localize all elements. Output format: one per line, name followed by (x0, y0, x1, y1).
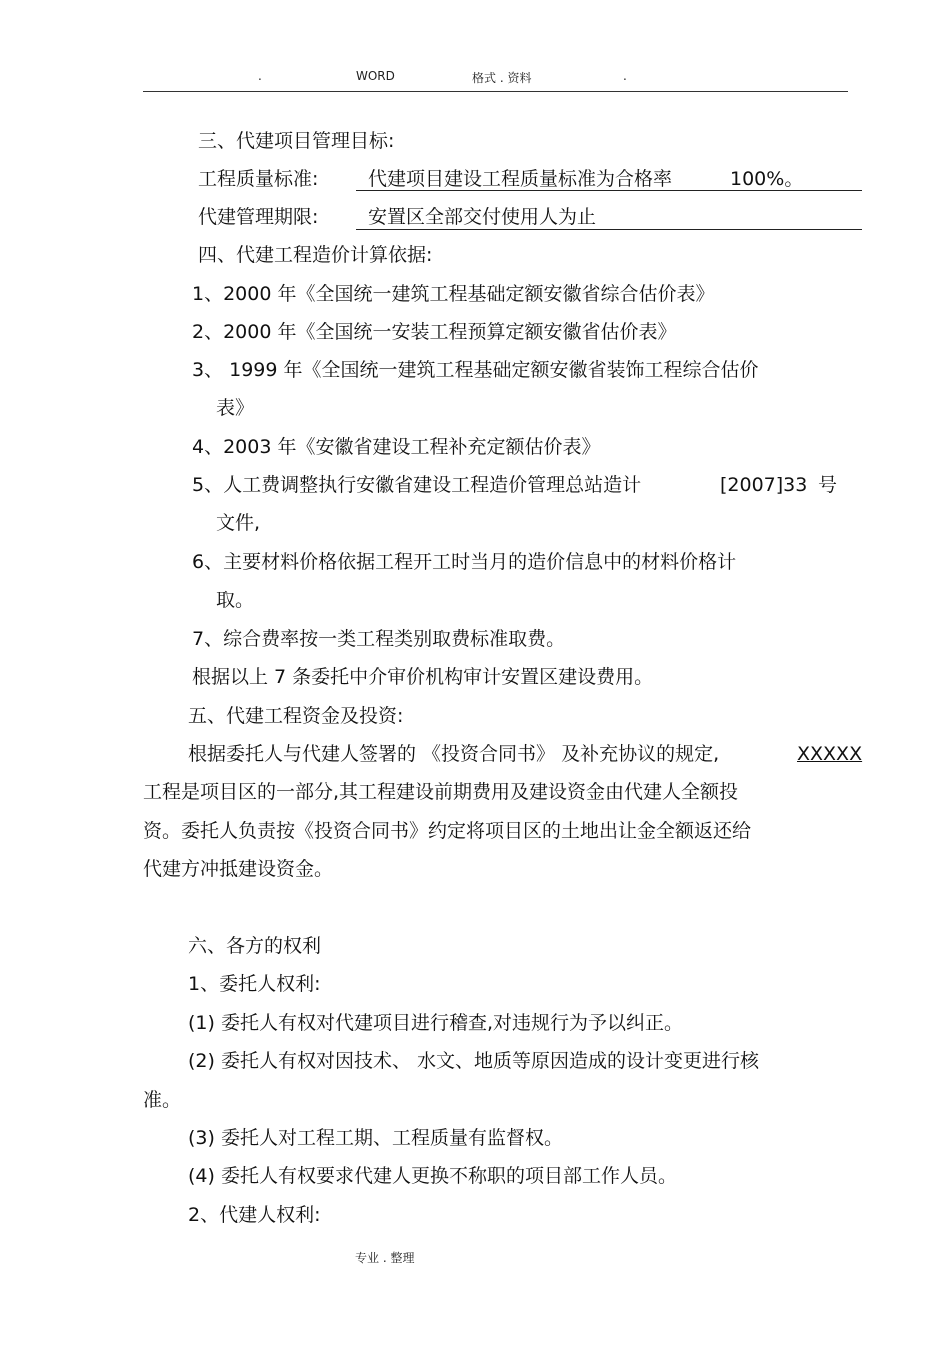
quality-value: 代建项目建设工程质量标准为合格率 (368, 168, 673, 190)
basis-summary: 根据以上 7 条委托中介审价机构审计安置区建设费用。 (192, 666, 654, 688)
client-right-3: (3) 委托人对工程工期、工程质量有监督权。 (188, 1127, 563, 1149)
client-right-4: (4) 委托人有权要求代建人更换不称职的项目部工作人员。 (188, 1165, 677, 1187)
client-right-2-cont: 准。 (143, 1089, 182, 1111)
basis-item-5-hao: 号 (818, 474, 838, 496)
client-rights-heading: 1、委托人权利: (188, 973, 321, 995)
basis-item-6: 6、主要材料价格依据工程开工时当月的造价信息中的材料价格计 (192, 551, 737, 573)
header-rule (143, 91, 848, 92)
section5-para-line3: 资。委托人负责按《投资合同书》约定将项目区的土地出让金全额返还给 (143, 820, 752, 842)
basis-item-5-doc: [2007]33 (720, 474, 808, 496)
section5-para-line1: 根据委托人与代建人签署的 《投资合同书》 及补充协议的规定, (188, 743, 720, 765)
header-dot-left: . (258, 69, 262, 83)
section3-heading: 三、代建项目管理目标: (198, 130, 395, 152)
basis-item-7: 7、综合费率按一类工程类别取费标准取费。 (192, 628, 566, 650)
basis-item-6-cont: 取。 (216, 589, 255, 611)
section4-heading: 四、代建工程造价计算依据: (198, 244, 433, 266)
basis-item-5-cont: 文件, (216, 512, 261, 534)
section5-para-line2: 工程是项目区的一部分,其工程建设前期费用及建设资金由代建人全额投 (143, 781, 739, 803)
basis-item-3: 3、 1999 年《全国统一建筑工程基础定额安徽省装饰工程综合估价 (192, 359, 759, 381)
period-label: 代建管理期限: (198, 206, 319, 228)
section5-para-line4: 代建方冲抵建设资金。 (143, 858, 334, 880)
agent-rights-heading: 2、代建人权利: (188, 1204, 321, 1226)
basis-item-4: 4、2003 年《安徽省建设工程补充定额估价表》 (192, 436, 601, 458)
quality-percent: 100%。 (730, 168, 804, 190)
quality-label: 工程质量标准: (198, 168, 319, 190)
client-right-1: (1) 委托人有权对代建项目进行稽查,对违规行为予以纠正。 (188, 1012, 683, 1034)
section5-project-name: XXXXX (797, 743, 863, 765)
basis-item-2: 2、2000 年《全国统一安装工程预算定额安徽省估价表》 (192, 321, 677, 343)
section5-heading: 五、代建工程资金及投资: (188, 705, 404, 727)
header-word: WORD (356, 69, 395, 83)
section6-heading: 六、各方的权利 (188, 935, 322, 957)
footer-text: 专业 . 整理 (355, 1251, 415, 1265)
header-dot-right: . (623, 69, 627, 83)
basis-item-1: 1、2000 年《全国统一建筑工程基础定额安徽省综合估价表》 (192, 283, 715, 305)
header-format: 格式 . 资料 (472, 71, 532, 85)
basis-item-3-cont: 表》 (216, 397, 255, 419)
quality-underline (356, 190, 862, 191)
basis-item-5: 5、人工费调整执行安徽省建设工程造价管理总站造计 (192, 474, 642, 496)
period-value: 安置区全部交付使用人为止 (368, 206, 597, 228)
period-underline (356, 229, 862, 230)
client-right-2: (2) 委托人有权对因技术、 水文、地质等原因造成的设计变更进行核 (188, 1050, 759, 1072)
